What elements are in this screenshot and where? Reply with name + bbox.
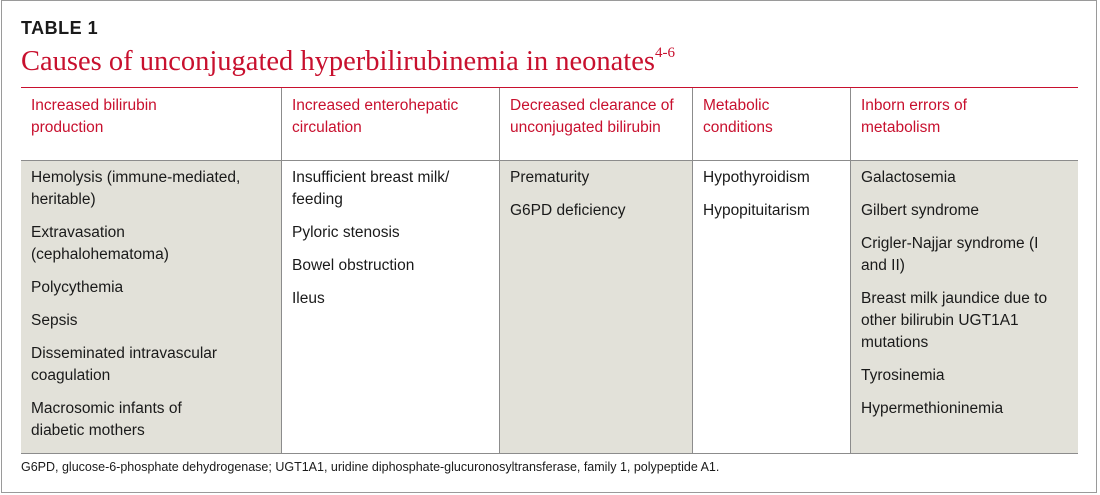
- col-header-enterohepatic: Increased enterohepatic circulation: [281, 88, 499, 160]
- list-item: Pyloric stenosis: [292, 224, 400, 241]
- list-item: G6PD deficiency: [510, 202, 626, 219]
- list-item: Tyrosinemia: [861, 367, 945, 384]
- list-item: Crigler-Najjar syndrome (I and II): [861, 235, 1039, 274]
- list-item: Extravasation (cephalohematoma): [31, 224, 169, 263]
- col-body-inborn-errors: [850, 160, 1078, 453]
- list-item: Bowel obstruction: [292, 257, 415, 274]
- list-item: Prematurity: [510, 169, 590, 186]
- col-header-metabolic: Metabolic conditions: [692, 88, 850, 160]
- col-body-metabolic: [692, 160, 850, 453]
- list-item: Galactosemia: [861, 169, 956, 186]
- list-item: Ileus: [292, 290, 325, 307]
- table-label: TABLE 1: [21, 18, 99, 38]
- col-header-increased-production: Increased bilirubin production: [31, 97, 157, 136]
- col-body-decreased-clearance: [499, 160, 692, 453]
- col-header-decreased-clearance: Decreased clearance of unconjugated bilirubin: [499, 88, 692, 160]
- list-item: Hemolysis (immune-mediated, heritable): [31, 169, 241, 208]
- list-item: Disseminated intravascular coagulation: [31, 345, 218, 384]
- list-item: Breast milk jaundice due to other bilirubin UGT1A1 mutations: [861, 290, 1048, 351]
- list-item: Macrosomic infants of diabetic mothers: [31, 400, 182, 439]
- table-title-text: Causes of unconjugated hyperbilirubinemia in neonates: [21, 46, 655, 77]
- table-footnote: G6PD, glucose-6-phosphate dehydrogenase; UGT1A1, uridine diphosphate-glucuronosyltransferase, family 1, polypeptide A1.: [21, 460, 720, 474]
- causes-table: [21, 88, 1078, 453]
- list-item: Hypopituitarism: [703, 202, 810, 219]
- col-header-inborn-errors: Inborn errors of metabolism: [850, 88, 1078, 160]
- footer-rule: [21, 453, 1078, 454]
- list-item: Polycythemia: [31, 279, 124, 296]
- list-item: Hypermethioninemia: [861, 400, 1004, 417]
- col-body-enterohepatic: [281, 160, 499, 453]
- list-item: Gilbert syndrome: [861, 202, 980, 219]
- title-reference: 4-6: [654, 45, 675, 61]
- list-item: Sepsis: [31, 312, 78, 329]
- list-item: Insufficient breast milk/ feeding: [292, 169, 450, 208]
- list-item: Hypothyroidism: [703, 169, 810, 186]
- table-title: [21, 46, 675, 78]
- col-body-increased-production: [21, 160, 281, 453]
